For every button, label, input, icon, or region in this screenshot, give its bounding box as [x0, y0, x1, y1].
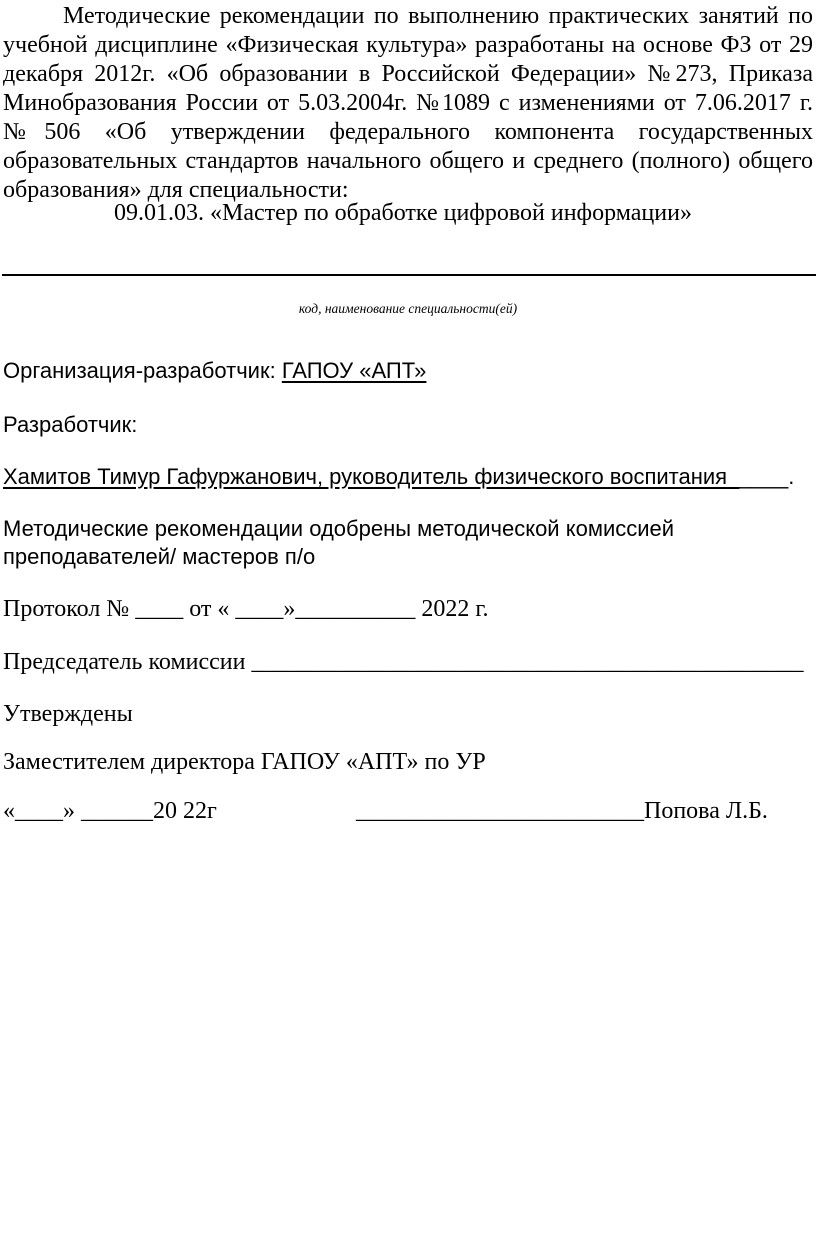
- deputy-line: Заместителем директора ГАПОУ «АПТ» по УР: [3, 749, 486, 775]
- signature-date: «____» ______20 22г: [3, 798, 217, 824]
- developer-value: Хамитов Тимур Гафуржанович, руководитель физического воспитания_: [3, 464, 740, 489]
- approval-line-1: Методические рекомендации одобрены методической комиссией: [3, 516, 675, 541]
- protocol-line: Протокол № ____ от « ____»__________ 2022 г.: [3, 596, 489, 622]
- developer-end: .: [788, 464, 795, 489]
- specialty-title: 09.01.03. «Мастер по обработке цифровой информации»: [114, 200, 692, 226]
- approved-heading: Утверждены: [3, 701, 133, 727]
- specialty-caption: код, наименование специальности(ей): [298, 301, 518, 316]
- specialty-underline: [2, 274, 816, 276]
- signature-blank: ________________________: [356, 798, 644, 824]
- developer-line: [3, 463, 794, 491]
- chairman-line: Председатель комиссии ______________________________________________: [3, 649, 804, 675]
- intro-paragraph: [3, 2, 813, 205]
- intro-text: Методические рекомендации по выполнению практических занятий по учебной дисциплине «Физическая культура» разработаны на основе ФЗ от 29 декабря 2012г. «Об образовании в Российской Федерации» №273, Приказа Минобразования России от 5.03.2004г. №1089 с изменениями от 7.06.2017 г. №506 «Об утверждении федерального компонента государственных образовательных стандартов начального общего и среднего (полного) общего образования» для специальности:: [3, 3, 813, 203]
- organization-value: ГАПОУ «АПТ»: [281, 358, 427, 383]
- approval-line-2: преподавателей/ мастеров п/о: [3, 544, 316, 569]
- signature-line: [356, 797, 768, 825]
- developer-label: Разработчик:: [3, 412, 138, 437]
- developer-trail: ____: [739, 464, 789, 489]
- organization-line: [3, 357, 426, 385]
- signature-name: Попова Л.Б.: [644, 798, 768, 824]
- organization-label: Организация-разработчик:: [3, 358, 282, 383]
